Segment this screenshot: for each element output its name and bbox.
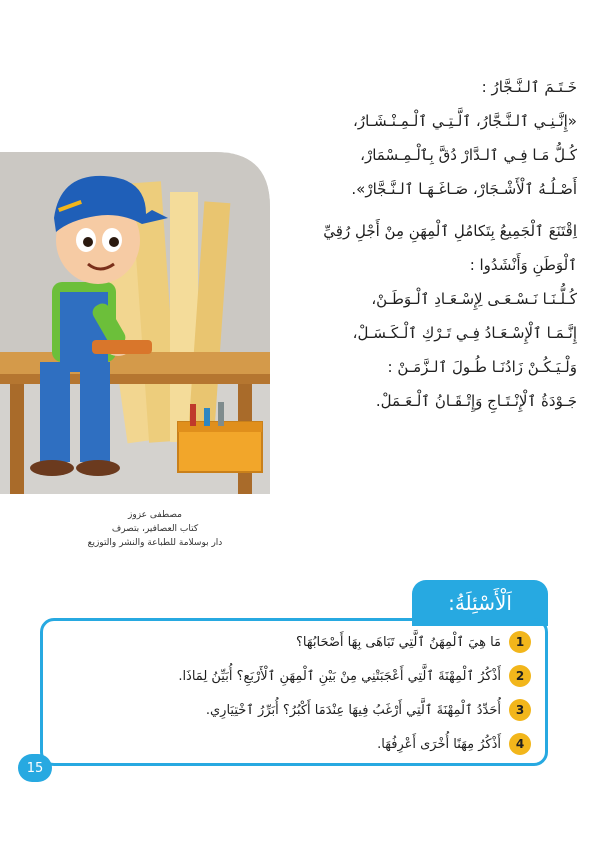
questions-heading: اَلْأَسْئِلَةُ:: [412, 580, 548, 626]
credit-book: كتاب العصافير، بتصرف: [111, 524, 199, 534]
question-text: أُحَدِّدُ ٱلْمِهْنَةَ ٱلَّتِي أَرْغَبُ فِيهَا عِنْدَمَا أَكْبُرُ؟ أُبَرِّرُ ٱخْتِيَارِي.: [205, 702, 501, 718]
credit-author: مصطفى عزوز: [128, 510, 182, 520]
question-number-badge: 2: [509, 665, 531, 687]
poem-line: خَـتَـمَ ٱلـنَّـجَّارُ :: [481, 78, 577, 96]
question-number-badge: 3: [509, 699, 531, 721]
question-item: [178, 663, 531, 689]
page-number: 15: [18, 754, 52, 782]
question-number-badge: 1: [509, 631, 531, 653]
question-item: [206, 697, 531, 723]
questions-box: [40, 618, 548, 766]
question-text: أَذْكُرُ ٱلْمِهْنَةَ ٱلَّتِي أَعْجَبَتْنِي مِنْ بَيْنِ ٱلْمِهَنِ ٱلْأَرْبَعِ؟ أُبَيِّنُ لِمَاذَا.: [178, 668, 501, 684]
poem-line: «إِنَّـنِـي ٱلـنَّـجَّارُ، ٱلَّـتِـي ٱلْـمِـنْـشَـارُ،: [352, 112, 577, 130]
poem-line: كُـلُّ مَـا فِـي ٱلـدَّارْ دُقَّ بِٱلْـمِـسْمَارْ،: [360, 146, 577, 164]
intro-line: اِقْتَنَعَ ٱلْجَمِيعُ بِتَكامُلِ ٱلْمِهَنِ مِنْ أَجْلِ رُقِيِّ: [323, 222, 577, 240]
question-text: أَذْكُرُ مِهَنًا أُخْرَى أَعْرِفُهَا.: [377, 736, 501, 752]
question-text: مَا هِيَ ٱلْمِهَنُ ٱلَّتِي تَبَاهَى بِهَا أَصْحَابُهَا؟: [296, 634, 501, 650]
chorus-line: إِنَّـمَـا ٱلْإِسْـعَـادُ فِـي تَـرْكِ ٱلْـكَـسَـلْ،: [352, 324, 577, 342]
source-credit: [40, 508, 270, 550]
intro-line: ٱلْوَطَنِ وَأَنْشَدُوا :: [469, 256, 577, 274]
chorus-line: جَـوْدَةُ ٱلْإِنْـتَـاجِ وَإِتْـقَـانُ ٱلْـعَـمَلْ.: [375, 392, 577, 410]
chorus-line: وَلْـيَـكُـنْ زَادُنَـا طُـولَ ٱلـزَّمَـنْ :: [387, 358, 577, 376]
poem-block: [247, 70, 577, 418]
question-item: [377, 731, 531, 757]
credit-publisher: دار بوسلامة للطباعة والنشر والتوزيع: [87, 538, 223, 548]
question-number-badge: 4: [509, 733, 531, 755]
carpenter-illustration: [0, 152, 270, 494]
poem-line: أَصْـلُـهُ ٱلْأَشْـجَارْ، صَـاغَـهَـا ٱلـنَّـجَّارْ».: [351, 180, 577, 198]
chorus-line: كُـلُّـنَـا نَـسْـعَـى لِإِسْـعَـادِ ٱلْـوَطَـنْ،: [371, 290, 577, 308]
question-item: [296, 629, 531, 655]
